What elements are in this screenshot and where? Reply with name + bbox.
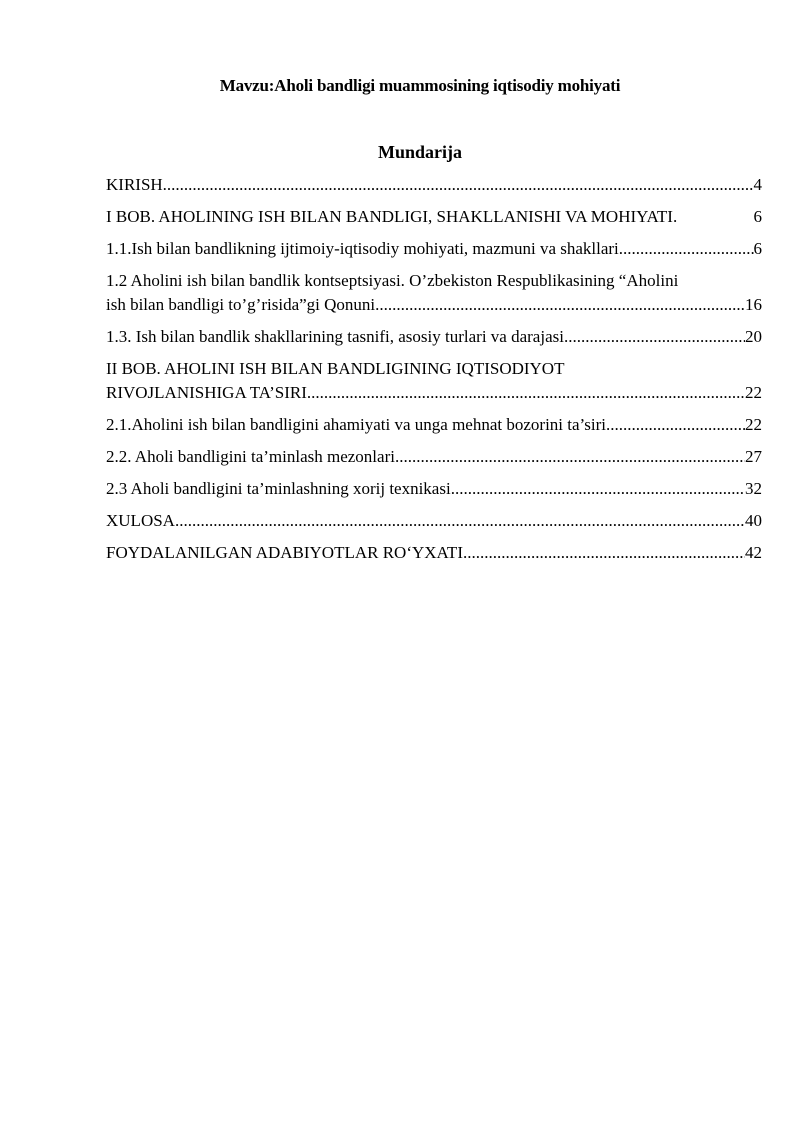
dot-leader [307, 381, 745, 405]
document-title: Mavzu:Aholi bandligi muammosining iqtisodiy mohiyati [219, 76, 621, 95]
toc-page-number: 4 [753, 175, 762, 194]
toc-entry-kirish[interactable] [106, 173, 762, 197]
toc-entry-text: XULOSA [106, 511, 175, 530]
toc-entry-text: FOYDALANILGAN ADABIYOTLAR RO‘YXATI [106, 543, 463, 562]
toc-page-number: 42 [745, 543, 762, 562]
toc-entry-2-3[interactable] [106, 477, 762, 501]
toc-page-number: 6 [753, 207, 762, 226]
toc-page-number: 22 [745, 415, 762, 434]
toc-entry-1-2[interactable] [106, 269, 762, 317]
dot-leader [606, 413, 745, 437]
toc-entry-chapter-2[interactable] [106, 357, 762, 405]
toc-entry-text: 1.3. Ish bilan bandlik shakllarining tasnifi, asosiy turlari va darajasi [106, 327, 564, 346]
toc-entry-2-1[interactable] [106, 413, 762, 437]
toc-entry-text: 2.1.Aholini ish bilan bandligini ahamiyati va unga mehnat bozorini ta’siri [106, 415, 606, 434]
toc-entry-chapter-1[interactable] [106, 205, 762, 229]
table-of-contents [106, 173, 762, 573]
toc-entry-references[interactable] [106, 541, 762, 565]
dot-leader [375, 293, 745, 317]
dot-leader [619, 237, 754, 261]
toc-page-number: 32 [745, 479, 762, 498]
toc-entry-text: 1.1.Ish bilan bandlikning ijtimoiy-iqtisodiy mohiyati, mazmuni va shakllari [106, 239, 619, 258]
toc-entry-text: KIRISH [106, 175, 163, 194]
toc-entry-text-line1: II BOB. AHOLINI ISH BILAN BANDLIGINING IQTISODIYOT [106, 359, 565, 378]
dot-leader [395, 445, 745, 469]
toc-entry-1-3[interactable] [106, 325, 762, 349]
toc-page-number: 27 [745, 447, 762, 466]
toc-entry-xulosa[interactable] [106, 509, 762, 533]
toc-heading: Mundarija [377, 142, 462, 162]
dot-leader [163, 173, 754, 197]
toc-entry-text: RIVOJLANISHIGA TA’SIRI [106, 383, 307, 402]
toc-entry-1-1[interactable] [106, 237, 762, 261]
toc-entry-text: 2.2. Aholi bandligini ta’minlash mezonlari [106, 447, 395, 466]
dot-leader [451, 477, 745, 501]
dot-leader [564, 325, 745, 349]
dot-leader [175, 509, 745, 533]
dot-leader [463, 541, 745, 565]
toc-entry-text: ish bilan bandligi to’g’risida”gi Qonuni [106, 295, 376, 314]
toc-page-number: 16 [745, 295, 762, 314]
toc-page-number: 6 [753, 239, 762, 258]
toc-page-number: 40 [745, 511, 762, 530]
toc-entry-text: I BOB. AHOLINING ISH BILAN BANDLIGI, SHAKLLANISHI VA MOHIYATI. [106, 207, 678, 226]
toc-entry-text-line1: 1.2 Aholini ish bilan bandlik kontseptsiyasi. O’zbekiston Respublikasining “Aholini [106, 271, 679, 290]
toc-entry-text: 2.3 Aholi bandligini ta’minlashning xorij texnikasi [106, 479, 451, 498]
toc-page-number: 22 [745, 383, 762, 402]
toc-entry-2-2[interactable] [106, 445, 762, 469]
toc-page-number: 20 [745, 327, 762, 346]
